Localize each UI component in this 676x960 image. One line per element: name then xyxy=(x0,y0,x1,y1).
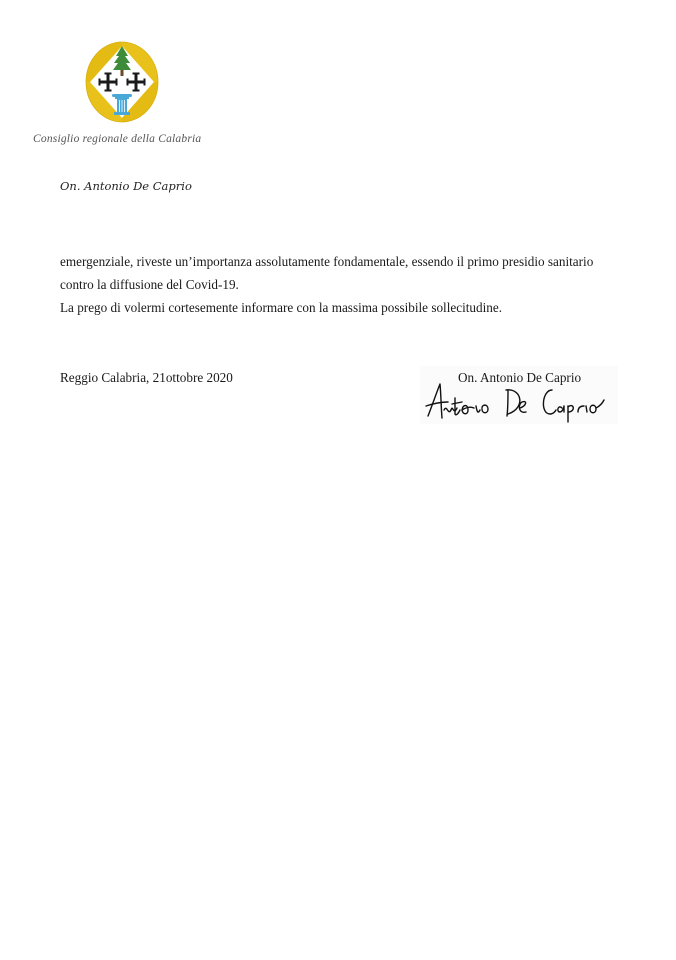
signature-block xyxy=(420,366,618,424)
calabria-region-coat-of-arms-icon xyxy=(84,40,160,124)
sender-name: On. Antonio De Caprio xyxy=(60,179,192,193)
place-date: Reggio Calabria, 21ottobre 2020 xyxy=(60,370,233,385)
handwritten-signature xyxy=(422,380,618,424)
letter-body xyxy=(60,250,630,319)
body-paragraph: contro la diffusione del Covid-19. xyxy=(60,277,239,292)
signer-name: On. Antonio De Caprio xyxy=(458,370,582,385)
body-paragraph: emergenziale, riveste un’importanza assolutamente fondamentale, essendo il primo presidio sanitario xyxy=(60,254,594,269)
body-paragraph: La prego di volermi cortesemente informare con la massima possibile sollecitudine. xyxy=(60,300,503,315)
institution-name: Consiglio regionale della Calabria xyxy=(33,133,202,145)
